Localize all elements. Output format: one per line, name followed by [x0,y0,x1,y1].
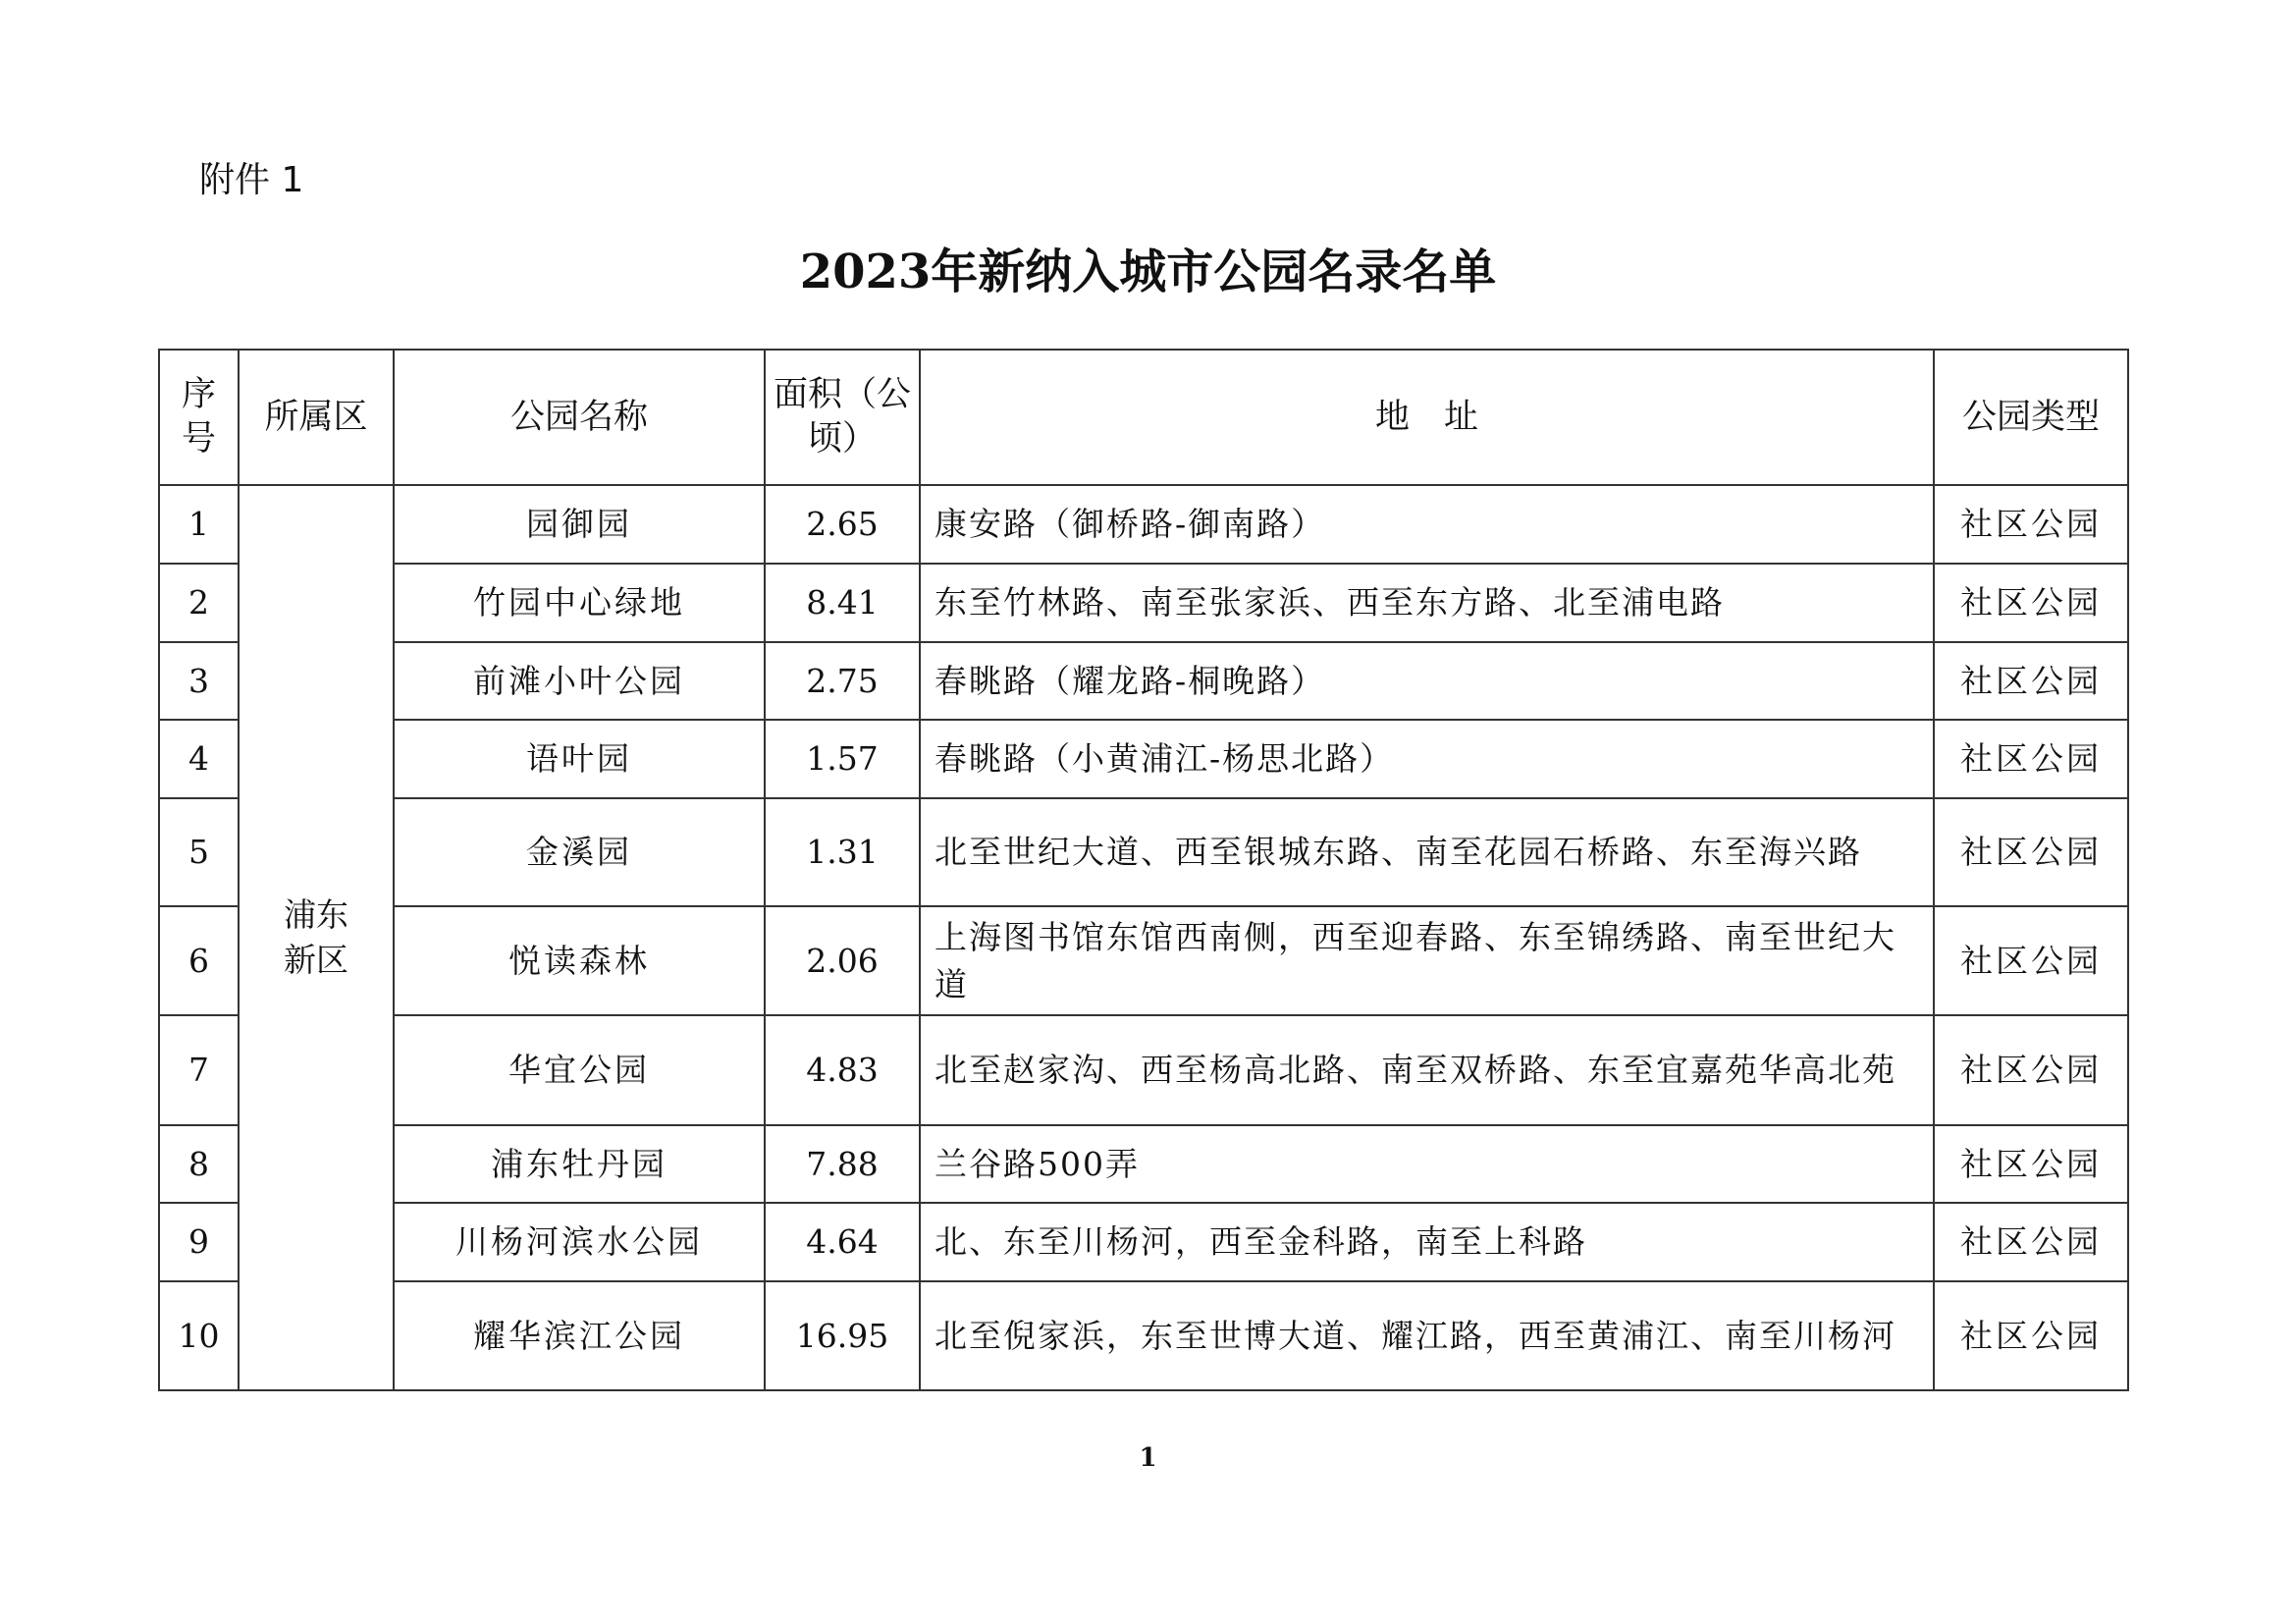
cell-seq: 5 [159,798,239,906]
cell-address: 兰谷路500弄 [920,1125,1934,1203]
cell-park-type: 社区公园 [1934,1281,2128,1390]
header-name: 公园名称 [394,350,765,485]
park-list-table [158,349,2129,1391]
cell-park-name: 耀华滨江公园 [394,1281,765,1390]
cell-area: 1.57 [765,720,920,798]
cell-address: 北、东至川杨河，西至金科路，南至上科路 [920,1203,1934,1281]
header-type: 公园类型 [1934,350,2128,485]
cell-seq: 10 [159,1281,239,1390]
cell-seq: 7 [159,1015,239,1125]
cell-park-type: 社区公园 [1934,1015,2128,1125]
cell-seq: 9 [159,1203,239,1281]
page-title: 2023年新纳入城市公园名录名单 [799,244,1497,299]
page-number: 1 [1139,1443,1157,1473]
cell-seq: 8 [159,1125,239,1203]
cell-address: 东至竹林路、南至张家浜、西至东方路、北至浦电路 [920,564,1934,642]
cell-park-name: 悦读森林 [394,906,765,1015]
cell-park-name: 园御园 [394,485,765,564]
cell-area: 7.88 [765,1125,920,1203]
cell-area: 2.06 [765,906,920,1015]
cell-address: 康安路（御桥路-御南路） [920,485,1934,564]
cell-address: 北至赵家沟、西至杨高北路、南至双桥路、东至宜嘉苑华高北苑 [920,1015,1934,1125]
cell-park-type: 社区公园 [1934,798,2128,906]
cell-park-name: 川杨河滨水公园 [394,1203,765,1281]
cell-seq: 3 [159,642,239,720]
cell-park-type: 社区公园 [1934,642,2128,720]
cell-park-name: 浦东牡丹园 [394,1125,765,1203]
table-row [159,720,2128,798]
cell-address: 春眺路（小黄浦江-杨思北路） [920,720,1934,798]
cell-area: 4.64 [765,1203,920,1281]
cell-address: 春眺路（耀龙路-桐晚路） [920,642,1934,720]
cell-seq: 1 [159,485,239,564]
header-seq: 序号 [159,350,239,485]
cell-park-name: 语叶园 [394,720,765,798]
cell-area: 4.83 [765,1015,920,1125]
table-row [159,564,2128,642]
header-district: 所属区 [239,350,394,485]
cell-park-type: 社区公园 [1934,564,2128,642]
district-label: 浦东新区 [283,894,348,979]
cell-seq: 6 [159,906,239,1015]
cell-area: 2.65 [765,485,920,564]
cell-seq: 2 [159,564,239,642]
cell-park-name: 金溪园 [394,798,765,906]
table-row [159,906,2128,1015]
header-area: 面积（公顷） [765,350,920,485]
cell-park-name: 竹园中心绿地 [394,564,765,642]
cell-address: 上海图书馆东馆西南侧，西至迎春路、东至锦绣路、南至世纪大道 [920,906,1934,1015]
table-row [159,798,2128,906]
cell-area: 8.41 [765,564,920,642]
cell-park-type: 社区公园 [1934,1125,2128,1203]
table-row [159,1125,2128,1203]
table-row [159,1015,2128,1125]
table-row [159,1281,2128,1390]
cell-park-type: 社区公园 [1934,485,2128,564]
table-row [159,1203,2128,1281]
cell-seq: 4 [159,720,239,798]
attachment-label: 附件 1 [199,160,304,200]
cell-address: 北至世纪大道、西至银城东路、南至花园石桥路、东至海兴路 [920,798,1934,906]
cell-address: 北至倪家浜，东至世博大道、耀江路，西至黄浦江、南至川杨河 [920,1281,1934,1390]
cell-district [239,485,394,1390]
cell-park-name: 华宜公园 [394,1015,765,1125]
cell-park-type: 社区公园 [1934,720,2128,798]
cell-area: 2.75 [765,642,920,720]
cell-area: 16.95 [765,1281,920,1390]
cell-park-name: 前滩小叶公园 [394,642,765,720]
header-address: 地 址 [920,350,1934,485]
cell-park-type: 社区公园 [1934,1203,2128,1281]
table-row [159,485,2128,564]
cell-park-type: 社区公园 [1934,906,2128,1015]
table-header-row [159,350,2128,485]
table-row [159,642,2128,720]
cell-area: 1.31 [765,798,920,906]
